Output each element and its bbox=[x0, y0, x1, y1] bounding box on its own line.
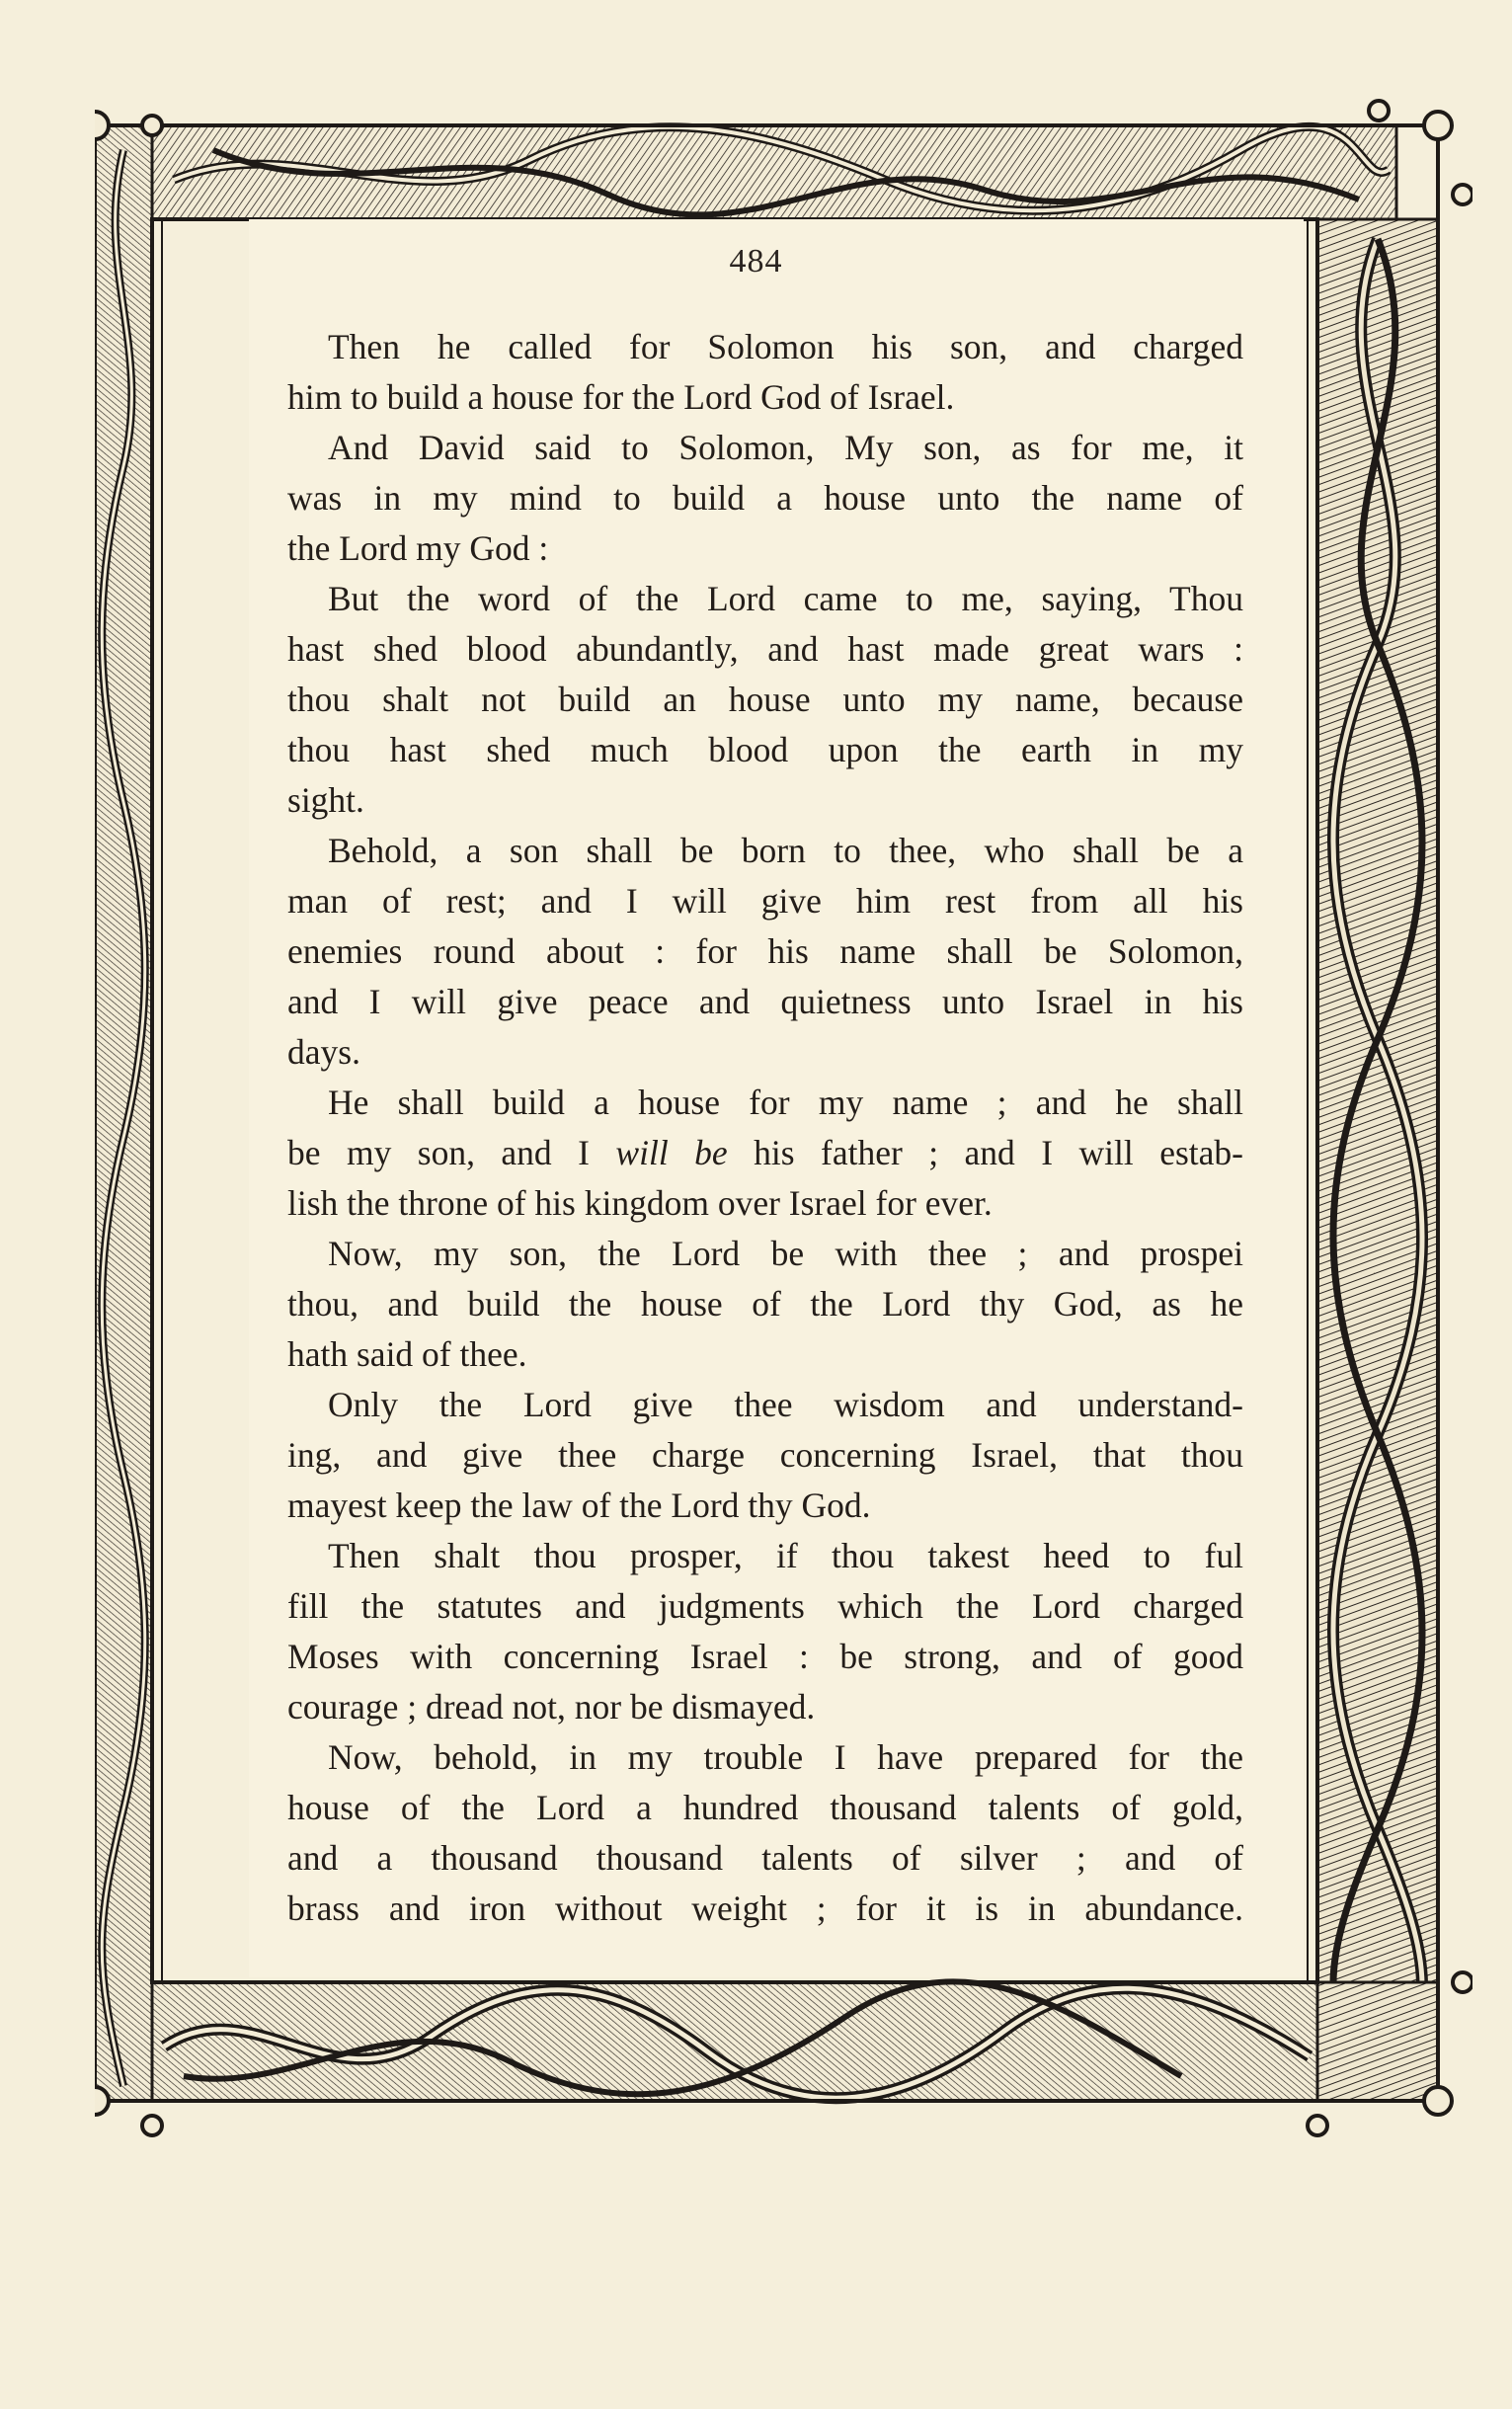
text-line: mayest keep the law of the Lord thy God. bbox=[287, 1486, 871, 1525]
text-line: brass and iron without weight ; for it is in abundance. bbox=[287, 1888, 1243, 1928]
text-line: fill the statutes and judgments which the Lord charged bbox=[287, 1586, 1243, 1626]
text-line: Behold, a son shall be born to thee, who shall be a bbox=[328, 831, 1243, 870]
text-line: thou shalt not build an house unto my name, because bbox=[287, 680, 1243, 719]
text-line: enemies round about : for his name shall be Solomon, bbox=[287, 931, 1243, 971]
text-line: the Lord my God : bbox=[287, 528, 549, 568]
text-line: Only the Lord give thee wisdom and understand- bbox=[328, 1385, 1243, 1424]
text-line: Then shalt thou prosper, if thou takest heed to ful bbox=[328, 1536, 1243, 1575]
text-line: and a thousand thousand talents of silver ; and of bbox=[287, 1838, 1243, 1878]
text-run: his father ; and I will estab- bbox=[727, 1133, 1243, 1172]
verse bbox=[287, 1732, 1243, 1934]
text-line: And David said to Solomon, My son, as for me, it bbox=[328, 428, 1243, 467]
text-line: But the word of the Lord came to me, saying, Thou bbox=[328, 579, 1243, 618]
text-line bbox=[287, 1128, 1243, 1178]
verse bbox=[287, 1229, 1243, 1380]
italic-text: will be bbox=[615, 1133, 728, 1172]
text-line: days. bbox=[287, 1032, 360, 1072]
bottom-border-band bbox=[152, 1981, 1438, 2101]
text-line: He shall build a house for my name ; and he shall bbox=[328, 1083, 1243, 1122]
text-line: and I will give peace and quietness unto Israel in his bbox=[287, 982, 1243, 1021]
verse bbox=[287, 1380, 1243, 1531]
text-line: him to build a house for the Lord God of Israel. bbox=[287, 377, 955, 417]
text-line: hath said of thee. bbox=[287, 1334, 527, 1374]
top-border-band bbox=[152, 125, 1396, 219]
text-line: thou hast shed much blood upon the earth in my bbox=[287, 730, 1243, 769]
verse bbox=[287, 322, 1243, 423]
text-line: man of rest; and I will give him rest from all his bbox=[287, 881, 1243, 921]
text-line: courage ; dread not, nor be dismayed. bbox=[287, 1687, 816, 1726]
right-border-band bbox=[1317, 219, 1438, 2101]
verse bbox=[287, 1531, 1243, 1732]
text-line: Now, behold, in my trouble I have prepared for the bbox=[328, 1737, 1243, 1777]
text-line: house of the Lord a hundred thousand talents of gold, bbox=[287, 1788, 1243, 1827]
text-line: hast shed blood abundantly, and hast made great wars : bbox=[287, 629, 1243, 669]
verse bbox=[287, 826, 1243, 1078]
text-line: Moses with concerning Israel : be strong, and of good bbox=[287, 1637, 1243, 1676]
text-line: lish the throne of his kingdom over Israel for ever. bbox=[287, 1183, 993, 1223]
page-number: 484 bbox=[729, 243, 783, 280]
text-line: Then he called for Solomon his son, and charged bbox=[328, 327, 1243, 366]
text-line: ing, and give thee charge concerning Israel, that thou bbox=[287, 1435, 1243, 1475]
left-border-band bbox=[95, 125, 152, 2101]
text-line: was in my mind to build a house unto the name of bbox=[287, 478, 1243, 518]
text-line: sight. bbox=[287, 780, 364, 820]
verse bbox=[287, 1078, 1243, 1229]
text-line: Now, my son, the Lord be with thee ; and prospei bbox=[328, 1234, 1243, 1273]
verse bbox=[287, 574, 1243, 826]
verse bbox=[287, 423, 1243, 574]
scripture-text bbox=[287, 322, 1243, 1934]
text-line: thou, and build the house of the Lord thy God, as he bbox=[287, 1284, 1243, 1324]
text-run: be my son, and I bbox=[287, 1133, 616, 1172]
